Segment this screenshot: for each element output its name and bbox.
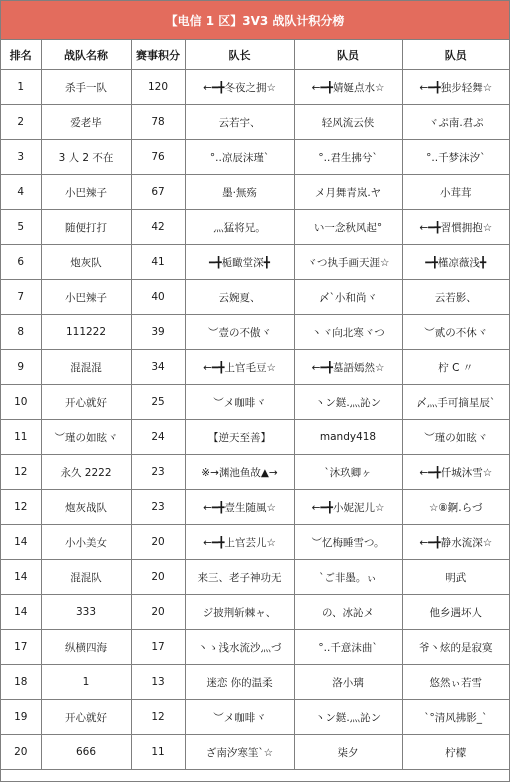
rank-cell: 20 — [1, 735, 41, 770]
captain-cell: ━╋栀瞰堂深╋ — [185, 245, 294, 280]
member-1-cell: ←━╋婧娫点水☆ — [294, 70, 402, 105]
member-2-cell: ←━╋習慣拥抱☆ — [402, 210, 509, 245]
captain-cell: 云若宇、 — [185, 105, 294, 140]
member-2-cell: ←━╋静水流深☆ — [402, 525, 509, 560]
table-row — [1, 245, 509, 280]
captain-cell: 迷恋 你的温柔 — [185, 665, 294, 700]
member-1-cell: °..君生拂兮ˋ — [294, 140, 402, 175]
points-cell: 13 — [131, 665, 185, 700]
member-1-cell: ヾつ执手画天涯☆ — [294, 245, 402, 280]
table-row — [1, 280, 509, 315]
points-cell: 41 — [131, 245, 185, 280]
member-1-cell: 丶ン鎹.灬訫ン — [294, 700, 402, 735]
member-2-cell: ︶瑾の如眩ヾ — [402, 420, 509, 455]
table-row — [1, 140, 509, 175]
points-cell: 17 — [131, 630, 185, 665]
member-1-cell: 洛小璃 — [294, 665, 402, 700]
member-2-cell: 云若影、 — [402, 280, 509, 315]
points-cell: 34 — [131, 350, 185, 385]
member-2-cell: ヾぷ南.君ぷ — [402, 105, 509, 140]
member-2-cell: ←━╋独步轻舞☆ — [402, 70, 509, 105]
table-row — [1, 700, 509, 735]
rank-cell: 5 — [1, 210, 41, 245]
points-cell: 20 — [131, 525, 185, 560]
table-row — [1, 420, 509, 455]
member-2-cell: 柠檬 — [402, 735, 509, 770]
captain-cell: 【逆天至善】 — [185, 420, 294, 455]
rank-cell: 2 — [1, 105, 41, 140]
member-2-cell: ━╋槿凉薇浅╋ — [402, 245, 509, 280]
member-2-cell: ←━╋仟城沐雪☆ — [402, 455, 509, 490]
member-2-cell: 小茸茸 — [402, 175, 509, 210]
rank-cell: 10 — [1, 385, 41, 420]
member-1-cell: ︶忆梅睡雪つ。 — [294, 525, 402, 560]
member-1-cell: ˋご非墨。ぃ — [294, 560, 402, 595]
points-cell: 23 — [131, 455, 185, 490]
points-cell: 120 — [131, 70, 185, 105]
member-2-cell: 他乡遇坏人 — [402, 595, 509, 630]
header-team-name: 战队名称 — [41, 40, 131, 70]
captain-cell: 丶ゝ浅水流沙灬づ — [185, 630, 294, 665]
captain-cell: ※→渊池鱼故▲→ — [185, 455, 294, 490]
ranking-table — [1, 40, 509, 770]
points-cell: 42 — [131, 210, 185, 245]
points-cell: 11 — [131, 735, 185, 770]
rank-cell: 14 — [1, 525, 41, 560]
rank-cell: 6 — [1, 245, 41, 280]
team-name-cell: 1 — [41, 665, 131, 700]
member-1-cell: 〆ˋ小和尚ヾ — [294, 280, 402, 315]
rank-cell: 3 — [1, 140, 41, 175]
captain-cell: ←━╋壹生随風☆ — [185, 490, 294, 525]
header-member-2: 队员 — [402, 40, 509, 70]
member-1-cell: 丶ヾ向北寒ヾつ — [294, 315, 402, 350]
member-1-cell: い一念秋风起° — [294, 210, 402, 245]
points-cell: 76 — [131, 140, 185, 175]
points-cell: 78 — [131, 105, 185, 140]
member-1-cell: 柒夕 — [294, 735, 402, 770]
table-body — [1, 70, 509, 770]
rank-cell: 14 — [1, 560, 41, 595]
rank-cell: 14 — [1, 595, 41, 630]
team-name-cell: 666 — [41, 735, 131, 770]
captain-cell: ざ南汐寒筀ˋ☆ — [185, 735, 294, 770]
captain-cell: °..凉辰沫瑾ˋ — [185, 140, 294, 175]
points-cell: 20 — [131, 595, 185, 630]
team-name-cell: 333 — [41, 595, 131, 630]
team-name-cell: 开心就好 — [41, 385, 131, 420]
header-row — [1, 40, 509, 70]
member-2-cell: 〆灬手可摘星辰ˋ — [402, 385, 509, 420]
table-row — [1, 455, 509, 490]
captain-cell: ジ披荆斩棘ャ、 — [185, 595, 294, 630]
captain-cell: ←━╋上官毛豆☆ — [185, 350, 294, 385]
member-1-cell: °..千意沫曲ˋ — [294, 630, 402, 665]
table-row — [1, 105, 509, 140]
team-name-cell: 小巴辣子 — [41, 280, 131, 315]
leaderboard-title: 【电信 1 区】3V3 战队计积分榜 — [1, 1, 509, 40]
team-name-cell: 爱老毕 — [41, 105, 131, 140]
rank-cell: 9 — [1, 350, 41, 385]
header-captain: 队长 — [185, 40, 294, 70]
captain-cell: 灬猛将兄。 — [185, 210, 294, 245]
member-1-cell: ˋ沐玖卿ヶ — [294, 455, 402, 490]
team-name-cell: ︶瑾の如眩ヾ — [41, 420, 131, 455]
rank-cell: 17 — [1, 630, 41, 665]
team-name-cell: 纵横四海 — [41, 630, 131, 665]
points-cell: 40 — [131, 280, 185, 315]
member-2-cell: 柠 C 〃 — [402, 350, 509, 385]
member-2-cell: °..千梦沫汐ˋ — [402, 140, 509, 175]
table-row — [1, 350, 509, 385]
table-row — [1, 70, 509, 105]
team-name-cell: 111222 — [41, 315, 131, 350]
table-row — [1, 665, 509, 700]
table-row — [1, 525, 509, 560]
captain-cell: ︶メ咖啡ヾ — [185, 385, 294, 420]
captain-cell: ←━╋上官芸儿☆ — [185, 525, 294, 560]
team-name-cell: 永久 2222 — [41, 455, 131, 490]
team-name-cell: 混混队 — [41, 560, 131, 595]
team-name-cell: 3 人 2 不在 — [41, 140, 131, 175]
points-cell: 39 — [131, 315, 185, 350]
captain-cell: 来三、老子神功无 — [185, 560, 294, 595]
team-name-cell: 杀手一队 — [41, 70, 131, 105]
member-2-cell: ˋ°清风拂影_ˋ — [402, 700, 509, 735]
team-name-cell: 炮灰队 — [41, 245, 131, 280]
rank-cell: 8 — [1, 315, 41, 350]
points-cell: 20 — [131, 560, 185, 595]
rank-cell: 4 — [1, 175, 41, 210]
member-1-cell: 丶ン鎹.灬訫ン — [294, 385, 402, 420]
points-cell: 12 — [131, 700, 185, 735]
rank-cell: 11 — [1, 420, 41, 455]
table-row — [1, 560, 509, 595]
table-row — [1, 490, 509, 525]
team-name-cell: 小巴辣子 — [41, 175, 131, 210]
captain-cell: 云婉夏、 — [185, 280, 294, 315]
points-cell: 24 — [131, 420, 185, 455]
member-1-cell: メ月舞青岚.ヤ — [294, 175, 402, 210]
rank-cell: 19 — [1, 700, 41, 735]
captain-cell: 墨·無殇 — [185, 175, 294, 210]
member-2-cell: 明武 — [402, 560, 509, 595]
member-1-cell: ←━╋墓語嫣然☆ — [294, 350, 402, 385]
header-points: 赛事积分 — [131, 40, 185, 70]
team-name-cell: 炮灰战队 — [41, 490, 131, 525]
header-member-1: 队员 — [294, 40, 402, 70]
captain-cell: ︶メ咖啡ヾ — [185, 700, 294, 735]
team-name-cell: 混混混 — [41, 350, 131, 385]
table-row — [1, 210, 509, 245]
rank-cell: 1 — [1, 70, 41, 105]
team-name-cell: 随便打打 — [41, 210, 131, 245]
table-row — [1, 175, 509, 210]
captain-cell: ︶壹の不傲ヾ — [185, 315, 294, 350]
member-1-cell: 轻风流云侠 — [294, 105, 402, 140]
table-row — [1, 595, 509, 630]
table-row — [1, 630, 509, 665]
points-cell: 25 — [131, 385, 185, 420]
table-row — [1, 315, 509, 350]
rank-cell: 12 — [1, 490, 41, 525]
member-2-cell: ☆⑧錒.らづ — [402, 490, 509, 525]
member-2-cell: 爷丶炫的是寂寞 — [402, 630, 509, 665]
table-row — [1, 385, 509, 420]
team-name-cell: 小小美女 — [41, 525, 131, 560]
points-cell: 23 — [131, 490, 185, 525]
header-rank: 排名 — [1, 40, 41, 70]
team-name-cell: 开心就好 — [41, 700, 131, 735]
points-cell: 67 — [131, 175, 185, 210]
member-2-cell: ︶贰の不休ヾ — [402, 315, 509, 350]
member-1-cell: ←━╋小妮泥儿☆ — [294, 490, 402, 525]
rank-cell: 12 — [1, 455, 41, 490]
member-1-cell: の、冰訫メ — [294, 595, 402, 630]
member-2-cell: 悠然ぃ若雪 — [402, 665, 509, 700]
rank-cell: 7 — [1, 280, 41, 315]
member-1-cell: mandy418 — [294, 420, 402, 455]
captain-cell: ←━╋冬夜之拥☆ — [185, 70, 294, 105]
rank-cell: 18 — [1, 665, 41, 700]
table-row — [1, 735, 509, 770]
